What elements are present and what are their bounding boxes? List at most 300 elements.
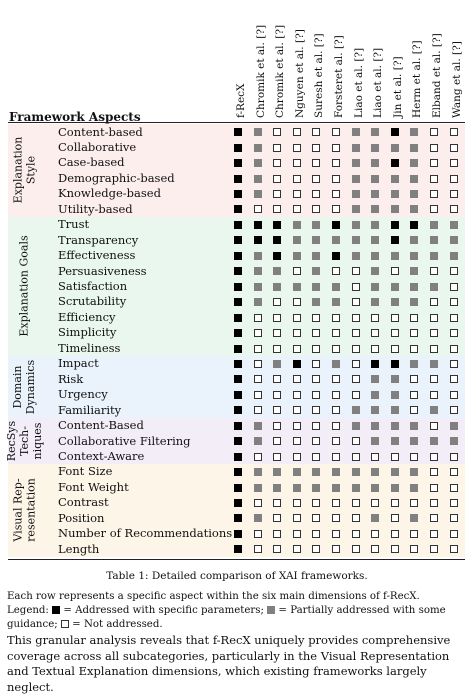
status-cell bbox=[371, 375, 379, 383]
status-cell bbox=[254, 205, 262, 213]
status-cell bbox=[450, 314, 458, 322]
status-cell bbox=[332, 283, 340, 291]
status-cell bbox=[430, 406, 438, 414]
status-cell bbox=[410, 514, 418, 522]
status-cell bbox=[234, 437, 242, 445]
status-cell bbox=[391, 205, 399, 213]
status-cell bbox=[254, 514, 262, 522]
status-cell bbox=[371, 514, 379, 522]
status-cell bbox=[410, 453, 418, 461]
status-cell bbox=[312, 437, 320, 445]
table-header-framework-aspects: Framework Aspects bbox=[9, 110, 141, 124]
status-cell bbox=[430, 437, 438, 445]
status-cell bbox=[332, 175, 340, 183]
status-cell bbox=[332, 221, 340, 229]
status-cell bbox=[391, 236, 399, 244]
status-cell bbox=[371, 422, 379, 430]
status-cell bbox=[450, 252, 458, 260]
status-cell bbox=[273, 128, 281, 136]
status-cell bbox=[371, 468, 379, 476]
status-cell bbox=[450, 267, 458, 275]
status-cell bbox=[410, 314, 418, 322]
status-cell bbox=[391, 406, 399, 414]
status-cell bbox=[371, 499, 379, 507]
status-cell bbox=[410, 205, 418, 213]
row-label: Content-Based bbox=[58, 418, 144, 433]
status-cell bbox=[430, 128, 438, 136]
status-cell bbox=[391, 252, 399, 260]
status-cell bbox=[450, 391, 458, 399]
status-cell bbox=[410, 360, 418, 368]
status-cell bbox=[371, 453, 379, 461]
status-cell bbox=[430, 360, 438, 368]
status-cell bbox=[234, 314, 242, 322]
status-cell bbox=[293, 484, 301, 492]
status-cell bbox=[430, 205, 438, 213]
status-cell bbox=[352, 453, 360, 461]
status-cell bbox=[273, 499, 281, 507]
status-cell bbox=[450, 236, 458, 244]
status-cell bbox=[410, 267, 418, 275]
status-cell bbox=[391, 221, 399, 229]
status-cell bbox=[352, 545, 360, 553]
status-cell bbox=[410, 345, 418, 353]
status-cell bbox=[332, 144, 340, 152]
status-cell bbox=[293, 159, 301, 167]
status-cell bbox=[352, 514, 360, 522]
status-cell bbox=[312, 175, 320, 183]
legend-partial-square-icon bbox=[267, 606, 275, 614]
status-cell bbox=[332, 514, 340, 522]
status-cell bbox=[430, 221, 438, 229]
column-header-6: Liao et al. [?] bbox=[352, 47, 365, 118]
status-cell bbox=[410, 468, 418, 476]
status-cell bbox=[312, 468, 320, 476]
row-label: Font Weight bbox=[58, 479, 129, 494]
status-cell bbox=[391, 422, 399, 430]
status-cell bbox=[273, 144, 281, 152]
status-cell bbox=[450, 221, 458, 229]
status-cell bbox=[450, 375, 458, 383]
status-cell bbox=[312, 360, 320, 368]
status-cell bbox=[410, 252, 418, 260]
status-cell bbox=[312, 144, 320, 152]
status-cell bbox=[312, 314, 320, 322]
status-cell bbox=[273, 221, 281, 229]
status-cell bbox=[332, 499, 340, 507]
status-cell bbox=[254, 159, 262, 167]
status-cell bbox=[273, 190, 281, 198]
table-top-rule bbox=[8, 122, 465, 123]
status-cell bbox=[371, 530, 379, 538]
status-cell bbox=[332, 128, 340, 136]
status-cell bbox=[391, 499, 399, 507]
status-cell bbox=[391, 530, 399, 538]
status-cell bbox=[273, 530, 281, 538]
status-cell bbox=[312, 391, 320, 399]
status-cell bbox=[352, 252, 360, 260]
row-label: Contrast bbox=[58, 495, 109, 510]
status-cell bbox=[273, 236, 281, 244]
status-cell bbox=[332, 329, 340, 337]
status-cell bbox=[293, 298, 301, 306]
status-cell bbox=[293, 545, 301, 553]
status-cell bbox=[254, 221, 262, 229]
status-cell bbox=[293, 453, 301, 461]
status-cell bbox=[332, 468, 340, 476]
status-cell bbox=[332, 375, 340, 383]
status-cell bbox=[391, 128, 399, 136]
status-cell bbox=[273, 453, 281, 461]
status-cell bbox=[410, 144, 418, 152]
status-cell bbox=[312, 298, 320, 306]
status-cell bbox=[410, 329, 418, 337]
status-cell bbox=[234, 144, 242, 152]
status-cell bbox=[450, 144, 458, 152]
status-cell bbox=[312, 484, 320, 492]
status-cell bbox=[410, 530, 418, 538]
status-cell bbox=[254, 406, 262, 414]
status-cell bbox=[293, 468, 301, 476]
status-cell bbox=[312, 345, 320, 353]
group-label-3: RecSys Tech- niques bbox=[4, 420, 44, 461]
row-label: Utility-based bbox=[58, 201, 133, 216]
status-cell bbox=[293, 267, 301, 275]
row-label: Transparency bbox=[58, 232, 139, 247]
group-label-2: Domain Dynamics bbox=[11, 359, 38, 414]
status-cell bbox=[312, 283, 320, 291]
status-cell bbox=[332, 545, 340, 553]
legend-full-square-icon bbox=[52, 606, 60, 614]
status-cell bbox=[332, 391, 340, 399]
status-cell bbox=[371, 545, 379, 553]
status-cell bbox=[371, 236, 379, 244]
status-cell bbox=[273, 267, 281, 275]
legend-empty-square-icon bbox=[61, 620, 69, 628]
status-cell bbox=[371, 298, 379, 306]
status-cell bbox=[391, 298, 399, 306]
table-caption: Table 1: Detailed comparison of XAI frameworks. bbox=[106, 570, 368, 582]
status-cell bbox=[293, 345, 301, 353]
status-cell bbox=[273, 422, 281, 430]
status-cell bbox=[352, 128, 360, 136]
status-cell bbox=[352, 329, 360, 337]
status-cell bbox=[234, 530, 242, 538]
status-cell bbox=[450, 499, 458, 507]
status-cell bbox=[450, 406, 458, 414]
group-label-0: Explanation Style bbox=[11, 137, 37, 204]
status-cell bbox=[273, 360, 281, 368]
row-label: Simplicity bbox=[58, 325, 117, 340]
status-cell bbox=[293, 314, 301, 322]
status-cell bbox=[391, 468, 399, 476]
status-cell bbox=[293, 514, 301, 522]
status-cell bbox=[352, 190, 360, 198]
row-label: Urgency bbox=[58, 387, 108, 402]
note-line-1: Each row represents a specific aspect within the six main dimensions of f-RecX. bbox=[7, 591, 420, 602]
status-cell bbox=[273, 205, 281, 213]
status-cell bbox=[293, 128, 301, 136]
column-header-7: Liao et al. [?] bbox=[372, 47, 385, 118]
status-cell bbox=[234, 190, 242, 198]
status-cell bbox=[273, 298, 281, 306]
row-label: Context-Aware bbox=[58, 448, 145, 463]
status-cell bbox=[234, 545, 242, 553]
status-cell bbox=[312, 205, 320, 213]
status-cell bbox=[371, 437, 379, 445]
status-cell bbox=[254, 375, 262, 383]
status-cell bbox=[430, 236, 438, 244]
status-cell bbox=[293, 190, 301, 198]
status-cell bbox=[371, 267, 379, 275]
status-cell bbox=[371, 144, 379, 152]
status-cell bbox=[352, 298, 360, 306]
status-cell bbox=[293, 175, 301, 183]
status-cell bbox=[234, 128, 242, 136]
status-cell bbox=[391, 267, 399, 275]
status-cell bbox=[254, 484, 262, 492]
status-cell bbox=[371, 484, 379, 492]
row-label: Risk bbox=[58, 371, 84, 386]
status-cell bbox=[450, 484, 458, 492]
status-cell bbox=[234, 267, 242, 275]
status-cell bbox=[450, 514, 458, 522]
status-cell bbox=[293, 422, 301, 430]
row-label: Demographic-based bbox=[58, 170, 175, 185]
status-cell bbox=[332, 159, 340, 167]
status-cell bbox=[312, 499, 320, 507]
status-cell bbox=[352, 221, 360, 229]
status-cell bbox=[293, 375, 301, 383]
status-cell bbox=[234, 345, 242, 353]
row-label: Effectiveness bbox=[58, 248, 136, 263]
status-cell bbox=[234, 283, 242, 291]
status-cell bbox=[273, 252, 281, 260]
row-label: Collaborative bbox=[58, 139, 137, 154]
row-label: Familiarity bbox=[58, 402, 122, 417]
status-cell bbox=[352, 375, 360, 383]
status-cell bbox=[430, 345, 438, 353]
status-cell bbox=[234, 205, 242, 213]
legend-partial-text: = Partially addressed with some guidance; bbox=[7, 605, 446, 630]
body-paragraph: This granular analysis reveals that f-RecX uniquely provides comprehensive coverage across all subcategories, particularly in the Visual Representation and Textual Explanation dimensions, which existing frameworks largely neglect. bbox=[7, 633, 451, 694]
status-cell bbox=[254, 545, 262, 553]
status-cell bbox=[352, 422, 360, 430]
status-cell bbox=[312, 252, 320, 260]
status-cell bbox=[391, 144, 399, 152]
status-cell bbox=[293, 391, 301, 399]
status-cell bbox=[410, 422, 418, 430]
status-cell bbox=[450, 190, 458, 198]
status-cell bbox=[312, 375, 320, 383]
status-cell bbox=[430, 468, 438, 476]
status-cell bbox=[293, 499, 301, 507]
status-cell bbox=[450, 422, 458, 430]
status-cell bbox=[273, 314, 281, 322]
group-label-4: Visual Rep- resentation bbox=[11, 478, 37, 543]
status-cell bbox=[312, 159, 320, 167]
status-cell bbox=[410, 175, 418, 183]
status-cell bbox=[293, 252, 301, 260]
status-cell bbox=[273, 175, 281, 183]
status-cell bbox=[234, 468, 242, 476]
status-cell bbox=[371, 360, 379, 368]
status-cell bbox=[430, 159, 438, 167]
status-cell bbox=[332, 314, 340, 322]
row-label: Font Size bbox=[58, 464, 113, 479]
status-cell bbox=[254, 236, 262, 244]
status-cell bbox=[352, 484, 360, 492]
status-cell bbox=[332, 190, 340, 198]
status-cell bbox=[234, 484, 242, 492]
status-cell bbox=[371, 329, 379, 337]
status-cell bbox=[410, 190, 418, 198]
status-cell bbox=[352, 236, 360, 244]
status-cell bbox=[254, 499, 262, 507]
status-cell bbox=[352, 406, 360, 414]
status-cell bbox=[391, 545, 399, 553]
status-cell bbox=[391, 314, 399, 322]
status-cell bbox=[254, 128, 262, 136]
status-cell bbox=[450, 545, 458, 553]
status-cell bbox=[332, 267, 340, 275]
status-cell bbox=[430, 314, 438, 322]
status-cell bbox=[352, 437, 360, 445]
status-cell bbox=[410, 159, 418, 167]
status-cell bbox=[371, 406, 379, 414]
status-cell bbox=[273, 391, 281, 399]
row-label: Number of Recommendations bbox=[58, 526, 233, 541]
status-cell bbox=[312, 514, 320, 522]
status-cell bbox=[312, 406, 320, 414]
status-cell bbox=[430, 252, 438, 260]
column-header-3: Nguyen et al. [?] bbox=[293, 29, 306, 118]
status-cell bbox=[332, 236, 340, 244]
status-cell bbox=[254, 314, 262, 322]
status-cell bbox=[450, 360, 458, 368]
column-header-11: Wang et al. [?] bbox=[450, 41, 463, 118]
status-cell bbox=[410, 236, 418, 244]
status-cell bbox=[254, 190, 262, 198]
status-cell bbox=[410, 406, 418, 414]
status-cell bbox=[352, 283, 360, 291]
row-label: Efficiency bbox=[58, 309, 116, 324]
legend-none-text: = Not addressed. bbox=[72, 619, 163, 630]
status-cell bbox=[410, 484, 418, 492]
status-cell bbox=[273, 345, 281, 353]
status-cell bbox=[254, 453, 262, 461]
status-cell bbox=[371, 190, 379, 198]
status-cell bbox=[450, 468, 458, 476]
status-cell bbox=[332, 437, 340, 445]
status-cell bbox=[391, 484, 399, 492]
status-cell bbox=[332, 298, 340, 306]
status-cell bbox=[371, 205, 379, 213]
status-cell bbox=[450, 345, 458, 353]
row-label: Knowledge-based bbox=[58, 186, 161, 201]
status-cell bbox=[254, 345, 262, 353]
row-label: Satisfaction bbox=[58, 279, 128, 293]
status-cell bbox=[332, 205, 340, 213]
status-cell bbox=[450, 298, 458, 306]
status-cell bbox=[352, 360, 360, 368]
status-cell bbox=[234, 375, 242, 383]
status-cell bbox=[430, 530, 438, 538]
status-cell bbox=[312, 221, 320, 229]
status-cell bbox=[332, 360, 340, 368]
status-cell bbox=[391, 360, 399, 368]
column-header-5: Forsteret al. [?] bbox=[333, 35, 345, 118]
status-cell bbox=[410, 545, 418, 553]
status-cell bbox=[352, 205, 360, 213]
status-cell bbox=[234, 298, 242, 306]
status-cell bbox=[293, 236, 301, 244]
status-cell bbox=[273, 484, 281, 492]
status-cell bbox=[391, 190, 399, 198]
status-cell bbox=[430, 267, 438, 275]
status-cell bbox=[410, 298, 418, 306]
status-cell bbox=[371, 175, 379, 183]
status-cell bbox=[312, 453, 320, 461]
status-cell bbox=[273, 406, 281, 414]
status-cell bbox=[391, 375, 399, 383]
status-cell bbox=[332, 422, 340, 430]
row-label: Timeliness bbox=[58, 340, 121, 355]
status-cell bbox=[430, 283, 438, 291]
status-cell bbox=[391, 437, 399, 445]
status-cell bbox=[430, 329, 438, 337]
status-cell bbox=[352, 391, 360, 399]
status-cell bbox=[430, 499, 438, 507]
status-cell bbox=[312, 545, 320, 553]
status-cell bbox=[450, 329, 458, 337]
status-cell bbox=[254, 530, 262, 538]
status-cell bbox=[410, 128, 418, 136]
status-cell bbox=[352, 468, 360, 476]
status-cell bbox=[352, 267, 360, 275]
status-cell bbox=[450, 175, 458, 183]
group-label-1: Explanation Goals bbox=[17, 235, 31, 337]
status-cell bbox=[254, 360, 262, 368]
status-cell bbox=[254, 422, 262, 430]
status-cell bbox=[391, 159, 399, 167]
column-header-1: Chromik et al. [?] bbox=[254, 24, 267, 118]
status-cell bbox=[371, 128, 379, 136]
status-cell bbox=[371, 314, 379, 322]
status-cell bbox=[352, 530, 360, 538]
status-cell bbox=[371, 159, 379, 167]
column-header-10: Elband et al. [?] bbox=[431, 33, 443, 118]
status-cell bbox=[450, 453, 458, 461]
status-cell bbox=[391, 391, 399, 399]
status-cell bbox=[293, 329, 301, 337]
row-label: Case-based bbox=[58, 155, 125, 170]
status-cell bbox=[450, 205, 458, 213]
status-cell bbox=[312, 236, 320, 244]
status-cell bbox=[273, 545, 281, 553]
column-header-4: Suresh et al. [?] bbox=[313, 33, 326, 118]
status-cell bbox=[293, 221, 301, 229]
table-note bbox=[7, 590, 469, 632]
row-label: Content-based bbox=[58, 124, 143, 139]
row-label: Length bbox=[58, 541, 100, 556]
status-cell bbox=[273, 329, 281, 337]
status-cell bbox=[352, 314, 360, 322]
status-cell bbox=[391, 345, 399, 353]
status-cell bbox=[234, 221, 242, 229]
status-cell bbox=[234, 453, 242, 461]
legend-prefix: Legend: bbox=[7, 605, 53, 616]
